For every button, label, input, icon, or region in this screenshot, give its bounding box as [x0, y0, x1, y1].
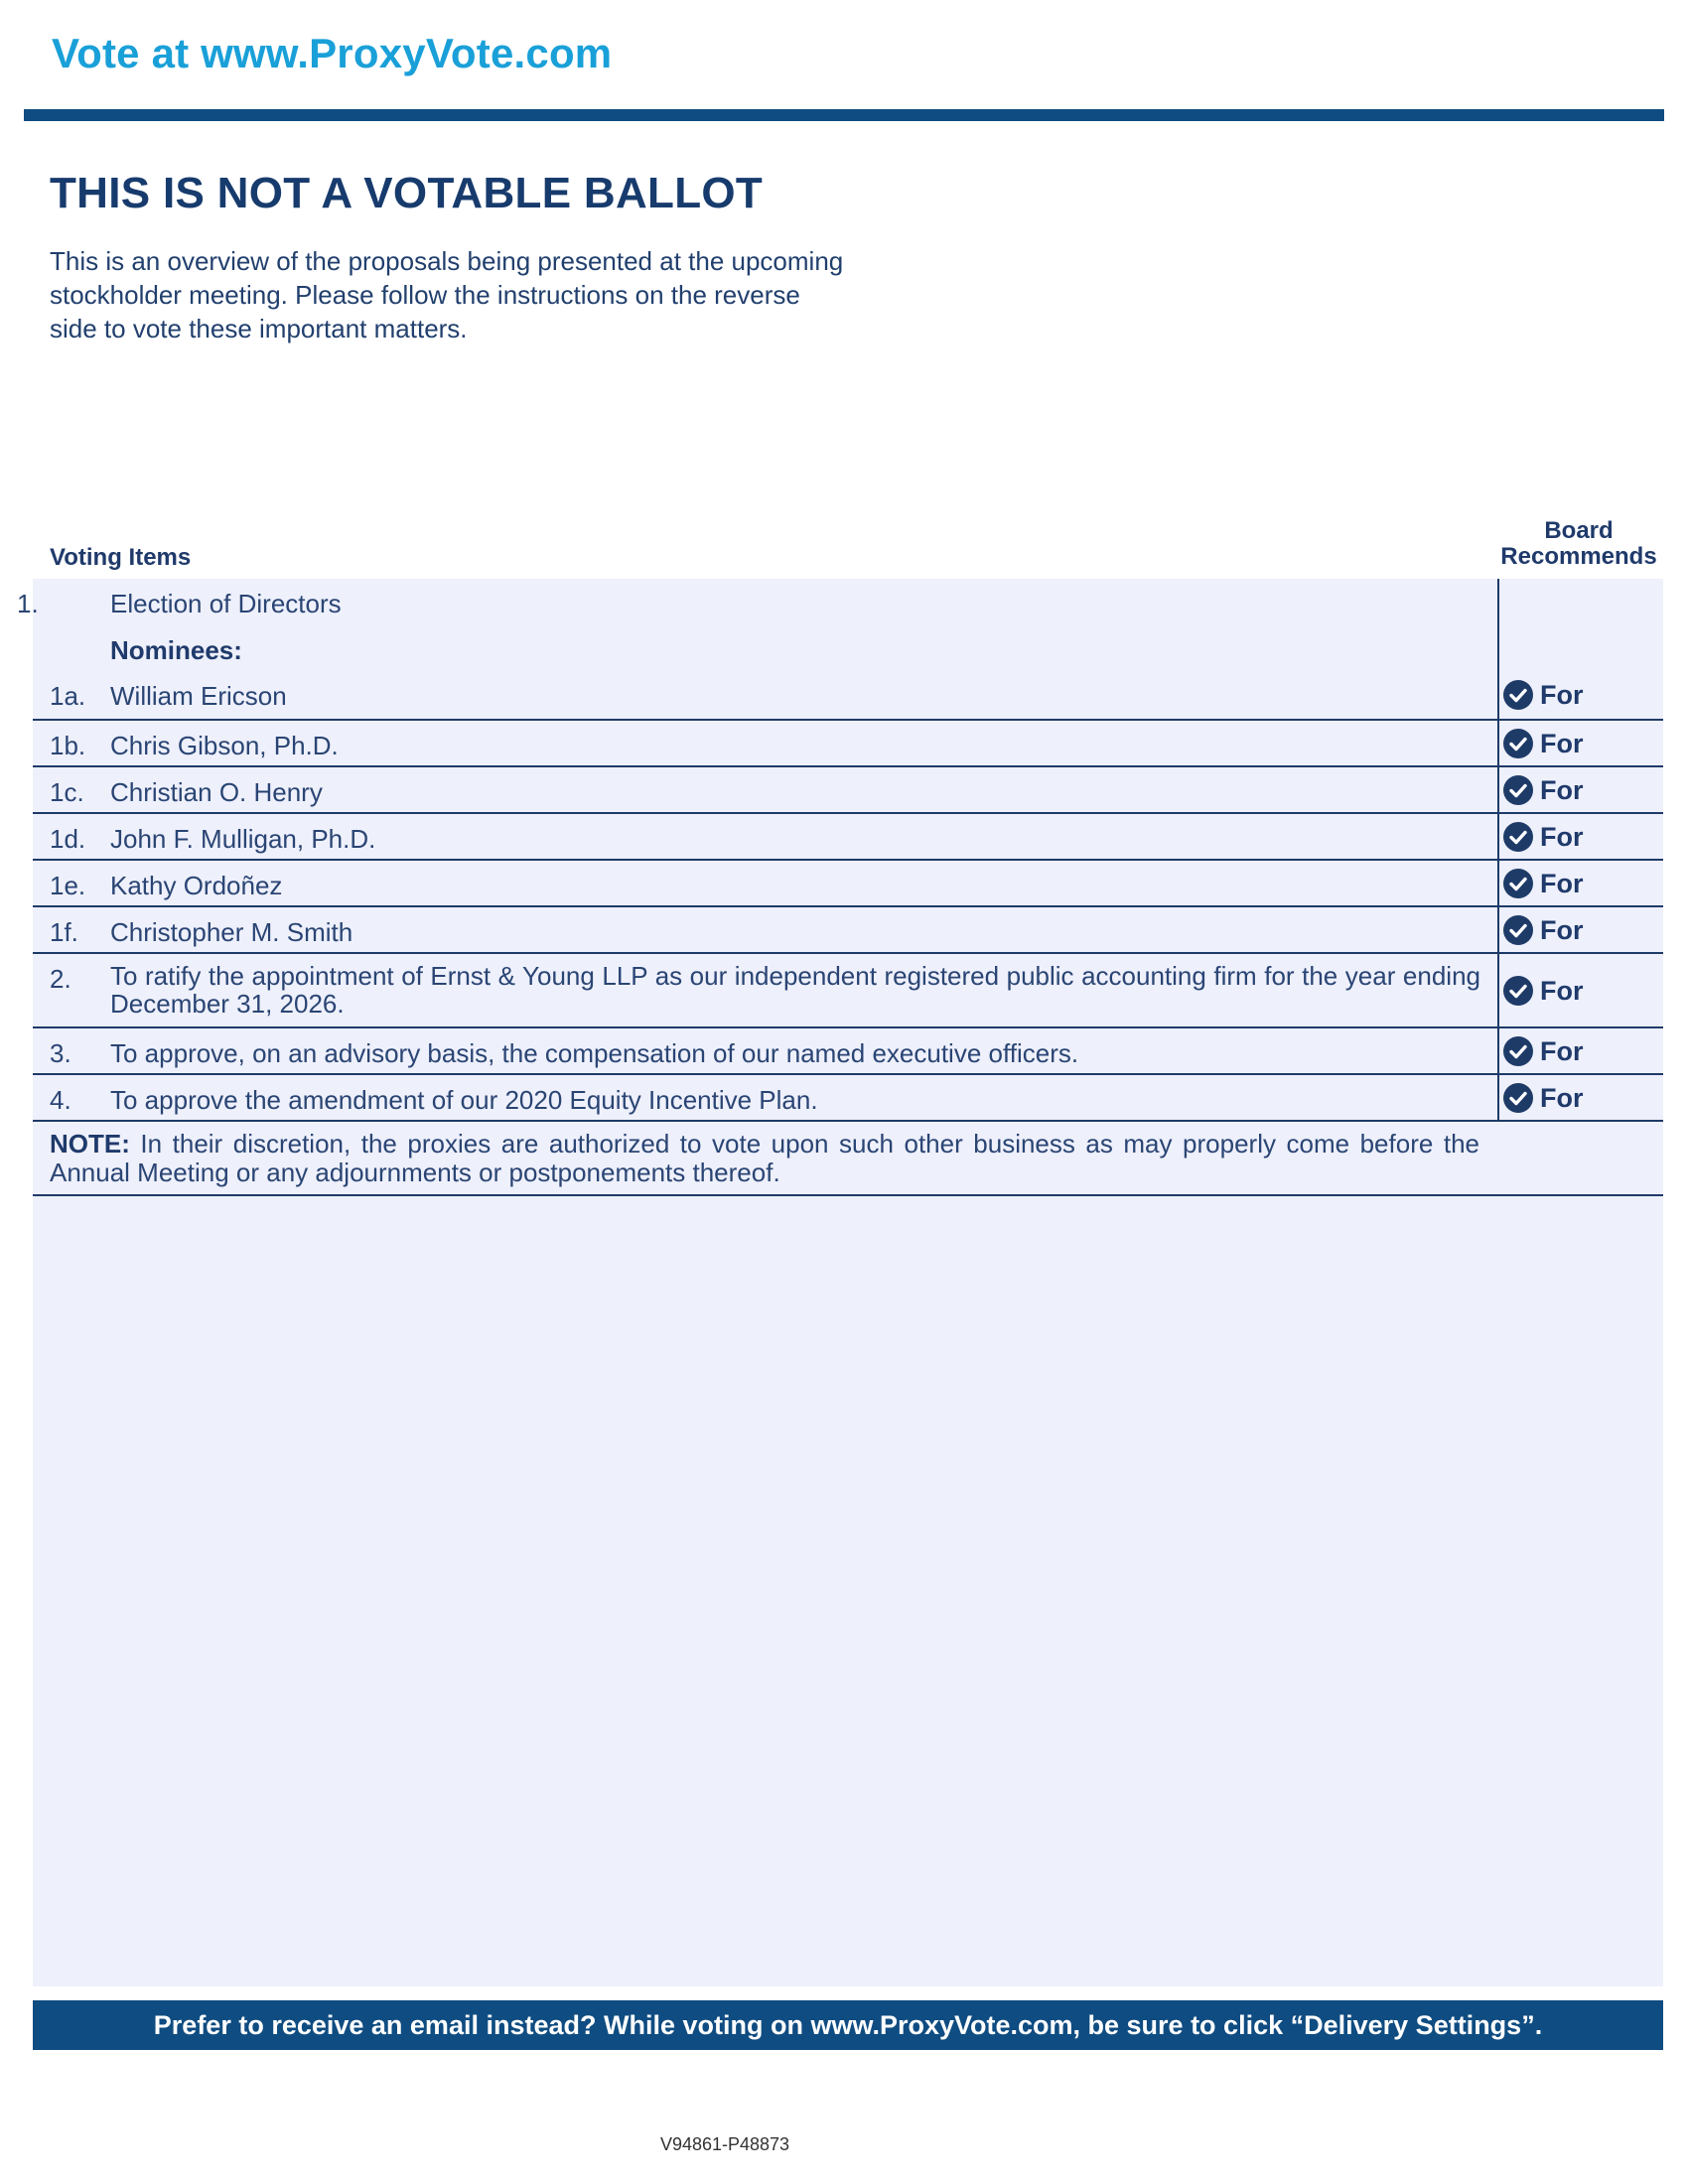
recommendation — [1502, 679, 1584, 711]
note-rule — [33, 1194, 1663, 1196]
note-label: NOTE: — [50, 1129, 130, 1159]
check-circle-icon — [1502, 1082, 1534, 1114]
row-text: To approve, on an advisory basis, the compensation of our named executive officers. — [110, 1038, 1079, 1068]
row-text: Christian O. Henry — [110, 777, 323, 807]
recommendation-label: For — [1540, 868, 1584, 898]
recommendation — [1502, 1035, 1584, 1067]
recommendation — [1502, 975, 1584, 1007]
table-row — [33, 1028, 1663, 1075]
item-text: Election of Directors — [110, 589, 342, 618]
check-circle-icon — [1502, 868, 1534, 899]
row-text: To approve the amendment of our 2020 Equity Incentive Plan. — [110, 1085, 818, 1115]
board-header-line1: Board — [1544, 517, 1614, 544]
vote-link[interactable]: Vote at www.ProxyVote.com — [52, 30, 613, 76]
table-row — [33, 671, 1663, 721]
row-number: 2. — [50, 964, 71, 994]
recommendation — [1502, 774, 1584, 806]
nominees-label: Nominees: — [110, 635, 242, 665]
row-text: Christopher M. Smith — [110, 917, 353, 947]
row-number: 1f. — [50, 917, 78, 947]
note — [50, 1130, 1479, 1187]
page-title: THIS IS NOT A VOTABLE BALLOT — [50, 169, 764, 217]
check-circle-icon — [1502, 821, 1534, 853]
recommendation-label: For — [1540, 679, 1584, 710]
row-number: 3. — [50, 1038, 71, 1068]
intro-text: This is an overview of the proposals being presented at the upcoming stockholder meeting. Please follow the instructions on the reverse side to vote these important matters. — [50, 246, 844, 343]
note-text: In their discretion, the proxies are authorized to vote upon such other business as may properly come before the Annual Meeting or any adjournments or postponements thereof. — [50, 1129, 1479, 1187]
recommendation-label: For — [1540, 821, 1584, 852]
check-circle-icon — [1502, 774, 1534, 806]
row-number: 1a. — [50, 681, 86, 711]
table-row — [33, 814, 1663, 861]
row-number: 4. — [50, 1085, 71, 1115]
recommendation-label: For — [1540, 1082, 1584, 1113]
row-text: William Ericson — [110, 681, 287, 711]
recommendation-label: For — [1540, 774, 1584, 805]
recommendation-label: For — [1540, 975, 1584, 1006]
row-text: Kathy Ordoñez — [110, 871, 283, 900]
row-number: 1c. — [50, 777, 84, 807]
table-row — [33, 721, 1663, 767]
item-number: 1. — [17, 589, 39, 618]
header-rule — [24, 109, 1664, 121]
table-row — [33, 907, 1663, 954]
table-row — [33, 1075, 1663, 1122]
table-row — [33, 767, 1663, 814]
board-header-line2: Recommends — [1500, 543, 1657, 570]
delivery-settings-banner: Prefer to receive an email instead? While voting on www.ProxyVote.com, be sure to click “Delivery Settings”. — [33, 2000, 1663, 2050]
row-number: 1d. — [50, 824, 86, 854]
row-number: 1e. — [50, 871, 86, 900]
recommendation — [1502, 914, 1584, 946]
recommendation-label: For — [1540, 728, 1584, 758]
board-recommends-header — [1479, 518, 1678, 570]
check-circle-icon — [1502, 975, 1534, 1007]
recommendation — [1502, 868, 1584, 899]
row-text: John F. Mulligan, Ph.D. — [110, 824, 376, 854]
voting-items-header: Voting Items — [50, 544, 192, 571]
row-number: 1b. — [50, 731, 86, 760]
recommendation — [1502, 1082, 1584, 1114]
check-circle-icon — [1502, 914, 1534, 946]
check-circle-icon — [1502, 1035, 1534, 1067]
row-text: Chris Gibson, Ph.D. — [110, 731, 339, 760]
table-row — [33, 954, 1663, 1028]
check-circle-icon — [1502, 679, 1534, 711]
recommendation — [1502, 821, 1584, 853]
table-row — [33, 861, 1663, 907]
row-text: To ratify the appointment of Ernst & Young LLP as our independent registered public accounting firm for the year ending December 31, 2026. — [110, 961, 1480, 1019]
check-circle-icon — [1502, 728, 1534, 759]
recommendation-label: For — [1540, 914, 1584, 945]
recommendation — [1502, 728, 1584, 759]
document-code: V94861-P48873 — [659, 2134, 790, 2154]
column-divider — [1497, 579, 1499, 1122]
recommendation-label: For — [1540, 1035, 1584, 1066]
